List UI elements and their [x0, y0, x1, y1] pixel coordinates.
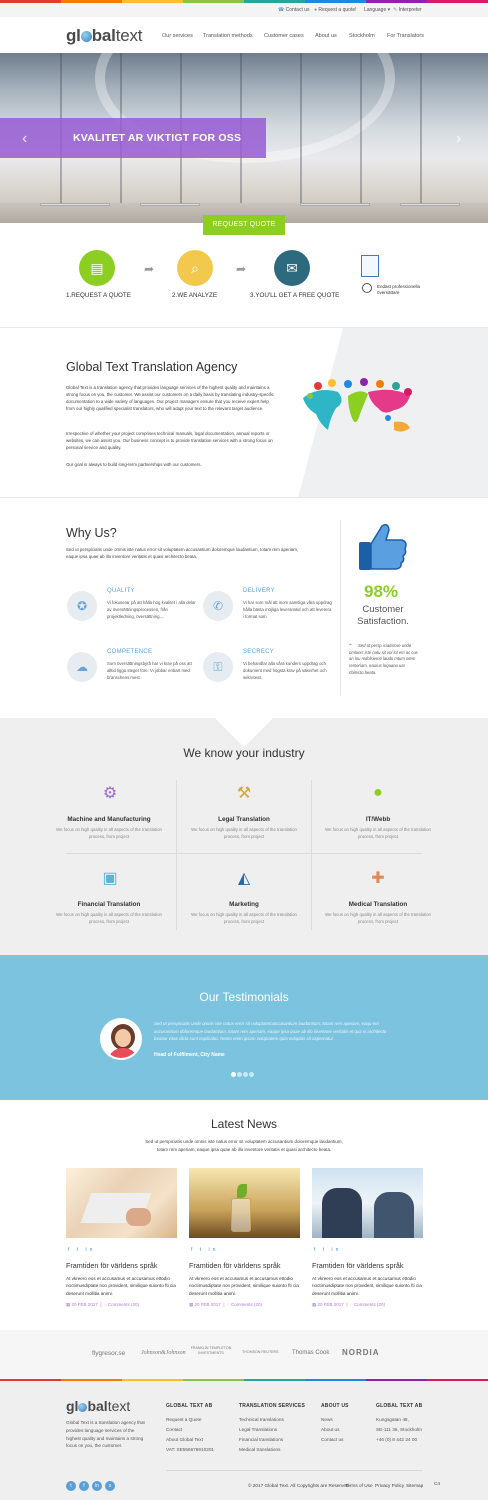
gavel-icon: ⚒ [236, 785, 252, 802]
footer-corner-label: C4 [434, 1481, 440, 1486]
arrow-icon: ➦ [144, 262, 155, 276]
agency-title: Global Text Translation Agency [66, 360, 238, 374]
feature-title: QUALITY [107, 588, 135, 594]
interpreter-link[interactable]: ✎ Interpreter [393, 7, 422, 13]
news-meta: ▦ 20 FEB 2017 | ◌ Comments (20) [66, 1302, 139, 1307]
industry-title-item: IT/Webb [365, 816, 391, 823]
step-label: 3.YOU'LL GET A FREE QUOTE [250, 292, 340, 299]
person-icon [362, 283, 372, 293]
globe-logo-icon [81, 31, 92, 42]
industry-title-item: Financial Translation [77, 901, 141, 908]
news-meta: ▦ 20 FEB 2017 | ◌ Comments (20) [312, 1302, 385, 1307]
client-logo: Johnson&Johnson [141, 1350, 186, 1356]
news-item-text: At vkreero eos et accusamus et accusamus ettodio noctimusdiptate non provident, similique suionto fti cia deserunt mollitia animi. [66, 1276, 176, 1296]
agency-paragraph: Our goal is always to build long-term partnerships with our customers. [66, 462, 202, 467]
industry-text: We focus on high quality in all aspects of the translation process, from project [56, 827, 162, 839]
footer-link[interactable]: News [321, 1417, 333, 1422]
footer-heading: GLOBAL TEXT AB [376, 1403, 423, 1409]
interpreter-icon: ✎ [393, 7, 398, 13]
news-item-title[interactable]: Framtiden för världens språk [189, 1261, 281, 1270]
footer-link[interactable]: Contact [166, 1427, 183, 1432]
privacy-link[interactable]: Privacy Policy [375, 1483, 405, 1488]
comments-link[interactable]: Comments (20) [230, 1302, 262, 1307]
quote-icon: ❝ [349, 643, 352, 649]
nav-our-services[interactable]: Our services [162, 33, 193, 39]
nav-stockholm[interactable]: Stockholm [349, 33, 375, 39]
divider [176, 780, 177, 930]
nav-about-us[interactable]: About us [315, 33, 337, 39]
footer-address: Kungsgatan 48, [376, 1417, 409, 1422]
calendar-icon: ▦ [189, 1302, 194, 1307]
certificate-text: Endast professionella översättare [377, 284, 421, 296]
hero-banner: KVALITET AR VIKTIGT FOR OSS [0, 118, 266, 158]
facebook-icon[interactable]: f [79, 1481, 89, 1491]
client-logos [0, 1330, 488, 1380]
client-logo: Thomas Cook [292, 1350, 330, 1356]
testimonial-author: Head of Fulfilment, City Name [154, 1052, 225, 1058]
news-item-text: At vkreero eos et accusamus et accusamus ettodio noctimusdiptate non provident, similique suionto fti cia deserunt mollitia animi. [189, 1276, 299, 1296]
twitter-icon[interactable]: t [66, 1481, 76, 1491]
calendar-icon: ▦ [66, 1302, 71, 1307]
step-label: 2.WE ANALYZE [172, 292, 218, 299]
slider-prev-icon[interactable]: ‹ [22, 130, 28, 147]
site-logo[interactable]: gl baltext [66, 26, 143, 45]
footer-link[interactable]: Financial translations [239, 1437, 284, 1442]
phone-icon: ☎ [278, 7, 285, 13]
mail-icon: ✉ [274, 250, 310, 286]
feature-text: Vi behandlar alla våra kunders uppdrag och dokument med högsta krav på säkerhet och sekretess. [243, 661, 327, 680]
news-meta: ▦ 20 FEB 2017 | ◌ Comments (20) [189, 1302, 262, 1307]
language-dropdown[interactable]: Language ▾ [364, 7, 391, 13]
footer-heading: ABOUT US [321, 1403, 349, 1409]
news-intro: Sed ut perspiciatis unde omnis iste natus error sit voluptatem accusantium doloremque laudantium, [145, 1139, 343, 1144]
footer-address: SE-111 35, Stockholm [376, 1427, 422, 1432]
footer-link[interactable]: Contact us [321, 1437, 344, 1442]
arrow-icon: ➦ [236, 262, 247, 276]
pin-icon: ● [314, 7, 318, 13]
divider [166, 1470, 422, 1471]
feature-text: Som översättningsbyrå har vi krav på oss att alltid ligga steget före. Vi jobbar enbart med branschens mest [107, 661, 192, 680]
news-item-title[interactable]: Framtiden för världens språk [66, 1261, 158, 1270]
feature-text: Vi fokuserar på att hålla hög kvalitet i alla delar av översättningsprocessen, från projektledning, översättning,... [107, 600, 196, 619]
feature-title: SECRECY [243, 649, 275, 655]
nav-customer-cases[interactable]: Customer cases [264, 33, 304, 39]
news-item-title[interactable]: Framtiden för världens språk [312, 1261, 404, 1270]
footer-link[interactable]: Request a Quote [166, 1417, 202, 1422]
why-intro: Sed ut perspiciatis unde omnis iste natus error sit voluptatem accusantium doloremque laudantium, totam rem aperiam, eaque ipsa quae ab illo inventore veritatis et quasi architecto beata. [66, 547, 299, 560]
globe-icon: ● [373, 784, 383, 801]
contact-link[interactable]: ☎ Contact us [278, 7, 310, 13]
divider [311, 780, 312, 930]
brain-icon: ☁ [67, 652, 97, 682]
thumbs-up-icon [356, 520, 408, 575]
avatar [100, 1018, 142, 1060]
industry-text: We focus on high quality in all aspects of the translation process, from project [191, 912, 297, 924]
share-icons[interactable]: f t in [191, 1247, 219, 1253]
industry-title-item: Marketing [229, 901, 259, 908]
document-icon: ▤ [79, 250, 115, 286]
calendar-icon: ▦ [312, 1302, 317, 1307]
comments-link[interactable]: Comments (20) [353, 1302, 385, 1307]
carousel-dot[interactable] [237, 1072, 242, 1077]
industry-title-item: Machine and Manufacturing [67, 816, 151, 823]
feature-text: Vi har som mål att inom samtliga våra uppdrag hålla bästa möjliga leveranstid och att leverera i format som [243, 600, 332, 619]
step-label: 1.REQUEST A QUOTE [66, 292, 131, 299]
carousel-dot[interactable] [249, 1072, 254, 1077]
client-logo: flygresor.se [92, 1350, 126, 1357]
satisfaction-quote: Sed ut persp iciatistore unde omlonis iste natu sit vol lol em ac cus an lou mdolsieme laudo mtum otem remeriam, eaurus loquanu uar chitecto beata. [349, 643, 418, 675]
news-image[interactable] [66, 1168, 177, 1238]
carousel-dot[interactable] [231, 1072, 236, 1077]
comment-icon: ◌ [349, 1302, 353, 1307]
divider [66, 853, 422, 854]
key-icon: ⚿ [203, 652, 233, 682]
linkedin-icon[interactable]: in [92, 1481, 102, 1491]
share-icon[interactable]: s [105, 1481, 115, 1491]
industry-text: We focus on high quality in all aspects of the translation process, from project [191, 827, 297, 839]
footer-about: Global Text is a translation agency that provides language services of the highest quality and maintains a strong focus on you, the customer. [66, 1420, 145, 1449]
banknote-icon: ▣ [102, 870, 118, 887]
industry-title-item: Legal Translation [218, 816, 270, 823]
client-logo: NORDIA [342, 1348, 380, 1357]
request-quote-link[interactable]: ● Request a quote! [314, 7, 357, 13]
request-quote-button[interactable]: REQUEST QUOTE [203, 215, 285, 235]
certificate-badge-icon [361, 255, 379, 277]
industry-text: We focus on high quality in all aspects of the translation process, from project [56, 912, 162, 924]
news-intro: totam rem aperiam, eaque ipsa quae ab illo inventore veritatis et quasi architecto beata. [156, 1147, 332, 1152]
share-icons[interactable]: f t in [314, 1247, 342, 1253]
footer-link[interactable]: About us [321, 1427, 340, 1432]
comment-icon: ◌ [103, 1302, 107, 1307]
world-map-speech-bubbles-icon [298, 378, 418, 448]
news-image[interactable] [189, 1168, 300, 1238]
chart-icon: ◭ [237, 870, 251, 887]
footer-heading: GLOBAL TEXT AB [166, 1403, 213, 1409]
footer-color-strip [0, 1379, 488, 1381]
footer-link[interactable]: About Global Text [166, 1437, 203, 1442]
industry-text: We focus on high quality in all aspects of the translation process, from project [325, 827, 431, 839]
phone-icon: ✆ [203, 591, 233, 621]
medical-kit-icon: ✚ [371, 870, 385, 887]
footer-link[interactable]: Medical translations [239, 1447, 281, 1452]
client-logo: THOMSON REUTERS [242, 1350, 279, 1354]
feature-title: DELIVERY [243, 588, 275, 594]
nav-for-translators[interactable]: For Translators [387, 33, 424, 39]
search-icon: ⌕ [177, 250, 213, 286]
agency-paragraph: Global Text is a translation agency that provides language services of the highest quality and maintains a strong focus on you, the customer. We assist our customers on a daily basis by translating industry-specific documentation to a wide variety of languages. Our project managers ensure that you receive expert help from our highly qualified specialist translators, who will adapt your text to the relevant target audience. [66, 385, 274, 412]
comment-icon: ◌ [226, 1302, 230, 1307]
feature-title: COMPETENCE [107, 649, 153, 655]
why-title: Why Us? [66, 526, 117, 540]
agency-paragraph: Irrespective of whether your project comprises technical manuals, legal documentation, annual reports or websites, we can assist you. Our business concept is to provide translation services with a strong focus on personal service and quality. [66, 431, 273, 451]
testimonial-quote: Sed ut perspiciatis unde omnis iste natus error sit voluptatemaccusantium laudantium, totam rem aperiam, eaqu em accusantium doloremque laudantium, totam rem aperiam, eaque ipsa quae ab illo inventore veritatis et qua si architecto beatae vitae dicta sunt explicabo. Nemo enim ipsam voluptatem quia voluptas sit aspernatur [154, 1021, 387, 1042]
nav-translation-methods[interactable]: Translation methods [203, 33, 253, 39]
gears-icon: ⚙ [102, 785, 118, 802]
terms-link[interactable]: Terms of Use [345, 1483, 373, 1488]
satisfaction-label: Customer Satisfaction. [357, 604, 409, 627]
footer-logo[interactable]: gl baltext [66, 1398, 131, 1414]
client-logo: FRANKLIN TEMPLETON INVESTMENTS [190, 1346, 232, 1355]
footer-vat: VAT: SE556678910201 [166, 1447, 215, 1452]
satisfaction-percent: 98% [364, 582, 399, 601]
slider-next-icon[interactable]: › [456, 130, 462, 147]
site-header [0, 17, 488, 53]
carousel-dot[interactable] [243, 1072, 248, 1077]
news-title: Latest News [210, 1117, 278, 1131]
footer-link[interactable]: Technical translations [239, 1417, 284, 1422]
industry-text: We focus on high quality in all aspects of the translation process, from project [325, 912, 431, 924]
copyright: © 2017 Global Text. All Copyrights are Reserved. [248, 1483, 350, 1488]
footer-heading: TRANSLATION SERVICES [239, 1403, 306, 1409]
news-image[interactable] [312, 1168, 423, 1238]
share-icons[interactable]: f t in [68, 1247, 96, 1253]
footer-link[interactable]: Legal Translations [239, 1427, 278, 1432]
hero-slider [0, 53, 488, 223]
divider [340, 520, 341, 695]
industry-title-item: Medical Translation [348, 901, 408, 908]
footer-phone: +46 (0) 8 442 24 00 [376, 1437, 418, 1442]
quality-icon: ✪ [67, 591, 97, 621]
news-item-text: At vkreero eos et accusamus et accusamus ettodio noctimusdiptate non provident, similique suionto fti cia deserunt mollitia animi. [312, 1276, 422, 1296]
divider [0, 497, 488, 498]
comments-link[interactable]: Comments (20) [107, 1302, 139, 1307]
testimonials-title: Our Testimonials [199, 990, 289, 1004]
sitemap-link[interactable]: Sitemap [406, 1483, 424, 1488]
utility-bar [0, 3, 488, 17]
industry-title: We know your industry [183, 746, 305, 760]
